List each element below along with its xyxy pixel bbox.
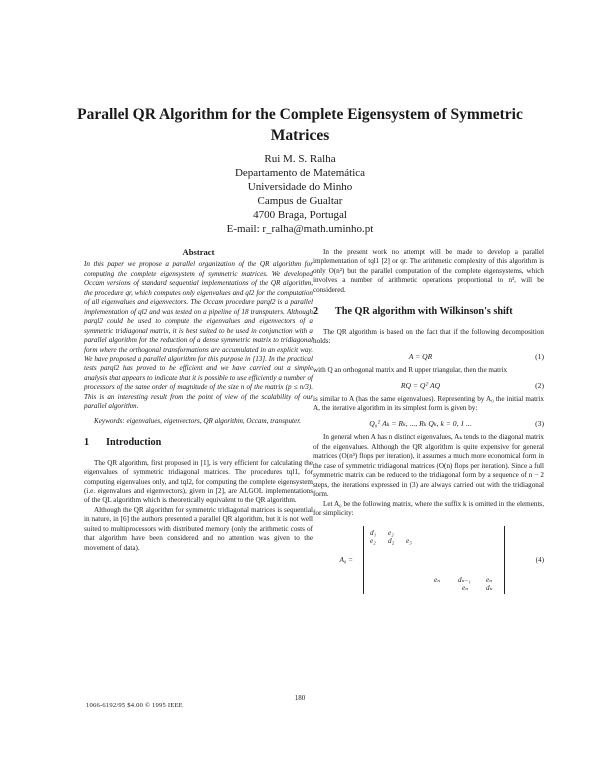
matrix-entry: e₂ xyxy=(370,537,376,546)
author-university: Universidade do Minho xyxy=(247,181,353,193)
author-department: Departamento de Matemática xyxy=(234,167,366,179)
matrix-entry: d₂ xyxy=(388,537,395,546)
author-block xyxy=(150,152,450,236)
section-2-number: 2 xyxy=(313,306,319,318)
equation-1-body: A = QR xyxy=(408,351,433,361)
section-2-heading xyxy=(313,306,544,319)
author-campus: Campus de Gualtar xyxy=(257,195,343,207)
section-1-title: Introduction xyxy=(106,437,162,449)
equation-2-body: RQ = Qᵀ AQ xyxy=(400,380,441,390)
matrix-entry: eₙ xyxy=(486,576,493,585)
section-1-heading xyxy=(84,437,313,450)
page-number: 180 xyxy=(294,694,306,702)
matrix-entry: eₙ xyxy=(462,584,469,593)
section-2-paragraph-5: Let A₀ be the following matrix, where the suffix k is omitted in the elements, for simplicity: xyxy=(313,499,544,518)
equation-2 xyxy=(313,381,544,390)
matrix-tag: (4) xyxy=(535,555,544,564)
section-2-title: The QR algorithm with Wilkinson's shift xyxy=(335,306,513,318)
equation-1 xyxy=(313,352,544,361)
matrix-entry: e₃ xyxy=(406,537,412,546)
section-1-number: 1 xyxy=(84,437,90,449)
section-2-paragraph-1: The QR algorithm is based on the fact that if the following decomposition holds: xyxy=(313,327,544,346)
matrix-entry: e₂ xyxy=(388,529,394,538)
equation-3-tag: (3) xyxy=(535,418,544,428)
left-column xyxy=(84,248,313,553)
section-2-paragraph-3: is similar to A (has the same eigenvalues). Representing by A₀ the initial matrix A, the iterative algorithm in its simplest form is given by: xyxy=(313,395,544,413)
section-2-paragraph-2: with Q an orthogonal matrix and R upper triangular, then the matrix xyxy=(313,366,508,375)
author-email: E-mail: r_ralha@math.uminho.pt xyxy=(226,223,374,235)
keywords: Keywords: eigenvalues, eigenvectors, QR algorithm, Occam, transputer. xyxy=(94,416,301,425)
equation-3-body: Q₀ᵀ Aₖ = Rₖ, ..., Rₖ Qₖ, k = 0, 1 ... xyxy=(369,418,472,428)
tridiagonal-matrix xyxy=(363,526,505,594)
matrix-equation xyxy=(313,526,544,594)
matrix-entry: dₙ xyxy=(486,584,493,593)
matrix-entry: eₙ xyxy=(434,576,441,585)
matrix-entry: dₙ₋₁ xyxy=(458,576,471,585)
matrix-lhs: A₀ = xyxy=(339,555,353,564)
intro-paragraph-1: The QR algorithm, first proposed in [1], is very efficient for calculating the eigenvalues of symmetric tridiagonal matrices. The procedures tql1, for computing eigenvalues only, and tql2, for computing the complete eigensystem (i.e. eigenvalues and eigenvectors), given in [2], are ALGOL implementations of the QL algorithm which is theoretically equivalent to the QR algorithm. xyxy=(84,458,313,505)
section-2-paragraph-4: In general when A has n distinct eigenvalues, Aₖ tends to the diagonal matrix of the eigenvalues. Although the QR algorithm is quite expensive for general matrices (O(n³) flops per iteration), it assumes a much more economical form in the case of symmetric tridiagonal matrices (O(n) flops per iteration). Since a full symmetric matrix can be reduced to the tridiagonal form by a sequence of n − 2 steps, the iterations expressed in (3) are always carried out with the tridiagonal form. xyxy=(313,433,544,499)
abstract-text: In this paper we propose a parallel organization of the QR algorithm for computing the complete eigensystem of symmetric matrices. We developed Occam versions of standard sequential implementations of the QR algorithm, the procedure qr, which computes only eigenvalues and ql2 for the computation of all eigenvalues and eigenvectors. The Occam procedure parql2 is a parallel implementation of ql2 and was tested on a pipeline of 18 transputers. Although parql2 could be used to compute the eigenvalues and eigenvectors of a symmetric tridiagonal matrix, it is best suited to be used in conjunction with a parallel algorithm for the reduction of a dense symmetric matrix to tridiagonal form where the orthogonal transformations are accumulated in an explicit way. We have proposed a parallel algorithm for this purpose in [13]. In the practical tests parql2 has proved to be efficient and we have carried out a simple analysis that appears to indicate that it is possible to use efficiently a number of processors of the same order of magnitude of the size n of the matrix (p ≤ n/3). This is an interesting result from the point of view of the scalability of our parallel algorithm. xyxy=(84,260,313,411)
equation-1-tag: (1) xyxy=(535,351,544,361)
matrix-entry: d₁ xyxy=(370,529,377,538)
intro-paragraph-2: Although the QR algorithm for symmetric tridiagonal matrices is sequential in nature, in [6] the authors presented a parallel QR algorithm, but it is not well suited to multiprocessors with distributed memory (only the arithmetic costs of that algorithm have been considered and no attention was given to the movement of data). xyxy=(84,505,313,552)
abstract-heading: Abstract xyxy=(182,247,215,257)
author-city: 4700 Braga, Portugal xyxy=(253,209,347,221)
paper-title: Parallel QR Algorithm for the Complete Eigensystem of Symmetric Matrices xyxy=(77,106,523,144)
equation-2-tag: (2) xyxy=(535,380,544,390)
author-name: Rui M. S. Ralha xyxy=(264,153,336,165)
right-intro-paragraph: In the present work no attempt will be made to develop a parallel implementation of tql1 [2] or qr. The arithmetic complexity of this algorithm is only O(n²) but the parallel computation of the complete eigensystems, which involves a number of arithmetic operations proportional to n³, will be considered. xyxy=(313,248,544,294)
right-column xyxy=(313,248,544,594)
issn-line: 1066-6192/95 $4.00 © 1995 IEEE xyxy=(86,702,183,709)
equation-3 xyxy=(313,419,544,428)
